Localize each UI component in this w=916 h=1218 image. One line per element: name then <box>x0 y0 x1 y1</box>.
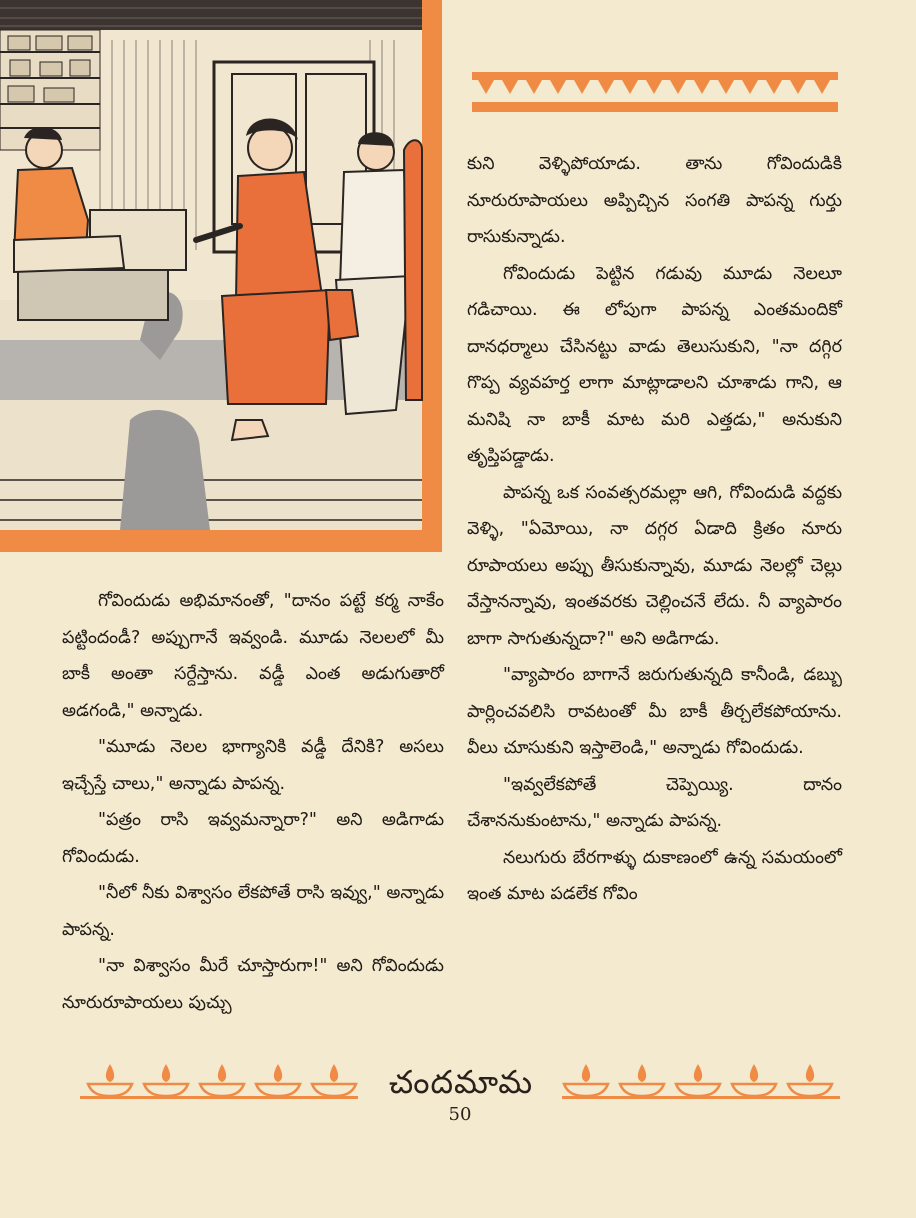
decorative-border <box>472 72 838 112</box>
paragraph: "మూడు నెలల భాగ్యానికి వడ్డీ దేనికి? అసలు ఇచ్చేస్తే చాలు," అన్నాడు పాపన్న. <box>62 737 444 794</box>
oil-lamp-icon <box>676 1064 720 1096</box>
oil-lamp-icon <box>564 1064 608 1096</box>
paragraph: "ఇవ్వలేకపోతే చెప్పెయ్యి. దానం చేశాననుకుంటాను," అన్నాడు పాపన్న. <box>467 774 842 831</box>
left-text-column <box>62 583 444 1021</box>
paragraph: "పత్రం రాసి ఇవ్వమన్నారా?" అని అడిగాడు గోవిందుడు. <box>62 810 444 867</box>
oil-lamp-icon <box>312 1064 356 1096</box>
paragraph: పాపన్న ఒక సంవత్సరమల్లా ఆగి, గోవిందుడి వద్దకు వెళ్ళి, "ఏమోయి, నా దగ్గర ఏడాది క్రితం నూరు రూపాయలు అప్పు తీసుకున్నావు, మూడు నెలల్లో చెల్లు వేస్తానన్నావు, ఇంతవరకు చెల్లించనే లేదు. నీ వ్యాపారం బాగా సాగుతున్నదా?" అని అడిగాడు. <box>467 482 842 649</box>
oil-lamp-icon <box>732 1064 776 1096</box>
oil-lamp-icon <box>256 1064 300 1096</box>
paragraph: కుని వెళ్ళిపోయాడు. తాను గోవిందుడికి నూరురూపాయలు అప్పిచ్చిన సంగతి పాపన్న గుర్తు రాసుకున్నాడు. <box>467 154 842 247</box>
oil-lamp-icon <box>88 1064 132 1096</box>
paragraph: "నీలో నీకు విశ్వాసం లేకపోతే రాసి ఇవ్వు," అన్నాడు పాపన్న. <box>62 883 444 940</box>
paragraph: నలుగురు బేరగాళ్ళు దుకాణంలో ఉన్న సమయంలో ఇంత మాట పడలేక గోవిం <box>467 847 842 904</box>
oil-lamp-icon-group-left <box>88 1064 356 1096</box>
magazine-name: చందమామ <box>388 1063 534 1101</box>
paragraph: "వ్యాపారం బాగానే జరుగుతున్నది కానీండి, డబ్బు పార్లించవలిసి రావటంతో మీ బాకీ తీర్చలేకపోయాను. వీలు చూసుకుని ఇస్తాలెండి," అన్నాడు గోవిందుడు. <box>467 665 842 758</box>
oil-lamp-icon <box>144 1064 188 1096</box>
right-text-column <box>467 146 842 913</box>
oil-lamp-icon <box>788 1064 832 1096</box>
paragraph: "నా విశ్వాసం మీరే చూస్తారుగా!" అని గోవిందుడు నూరురూపాయలు పుచ్చు <box>62 956 444 1013</box>
shop-scene-illustration <box>0 0 442 552</box>
oil-lamp-icon <box>620 1064 664 1096</box>
story-illustration <box>0 0 442 552</box>
oil-lamp-icon-group-right <box>564 1064 832 1096</box>
paragraph: గోవిందుడు అభిమానంతో, "దానం పట్టే కర్మ నాకేం పట్టిందండీ? అప్పుగానే ఇవ్వండి. మూడు నెలలలో మీ బాకీ అంతా సర్దేస్తాను. వడ్డీ ఎంత అడుగుతారో అడగండి," అన్నాడు. <box>62 591 444 721</box>
paragraph: గోవిందుడు పెట్టిన గడువు మూడు నెలలూ గడిచాయి. ఈ లోపుగా పాపన్న ఎంతమందికో దానధర్మాలు చేసినట్టు వాడు తెలుసుకుని, "నా దగ్గిర గొప్ప వ్యవహర్త లాగా మాట్లాడాలని చూశాడు గాని, ఆ మనిషి నా బాకీ మాట మరి ఎత్తడు," అనుకుని తృప్తిపడ్డాడు. <box>467 263 842 466</box>
oil-lamp-icon <box>200 1064 244 1096</box>
page-number: 50 <box>448 1104 472 1125</box>
